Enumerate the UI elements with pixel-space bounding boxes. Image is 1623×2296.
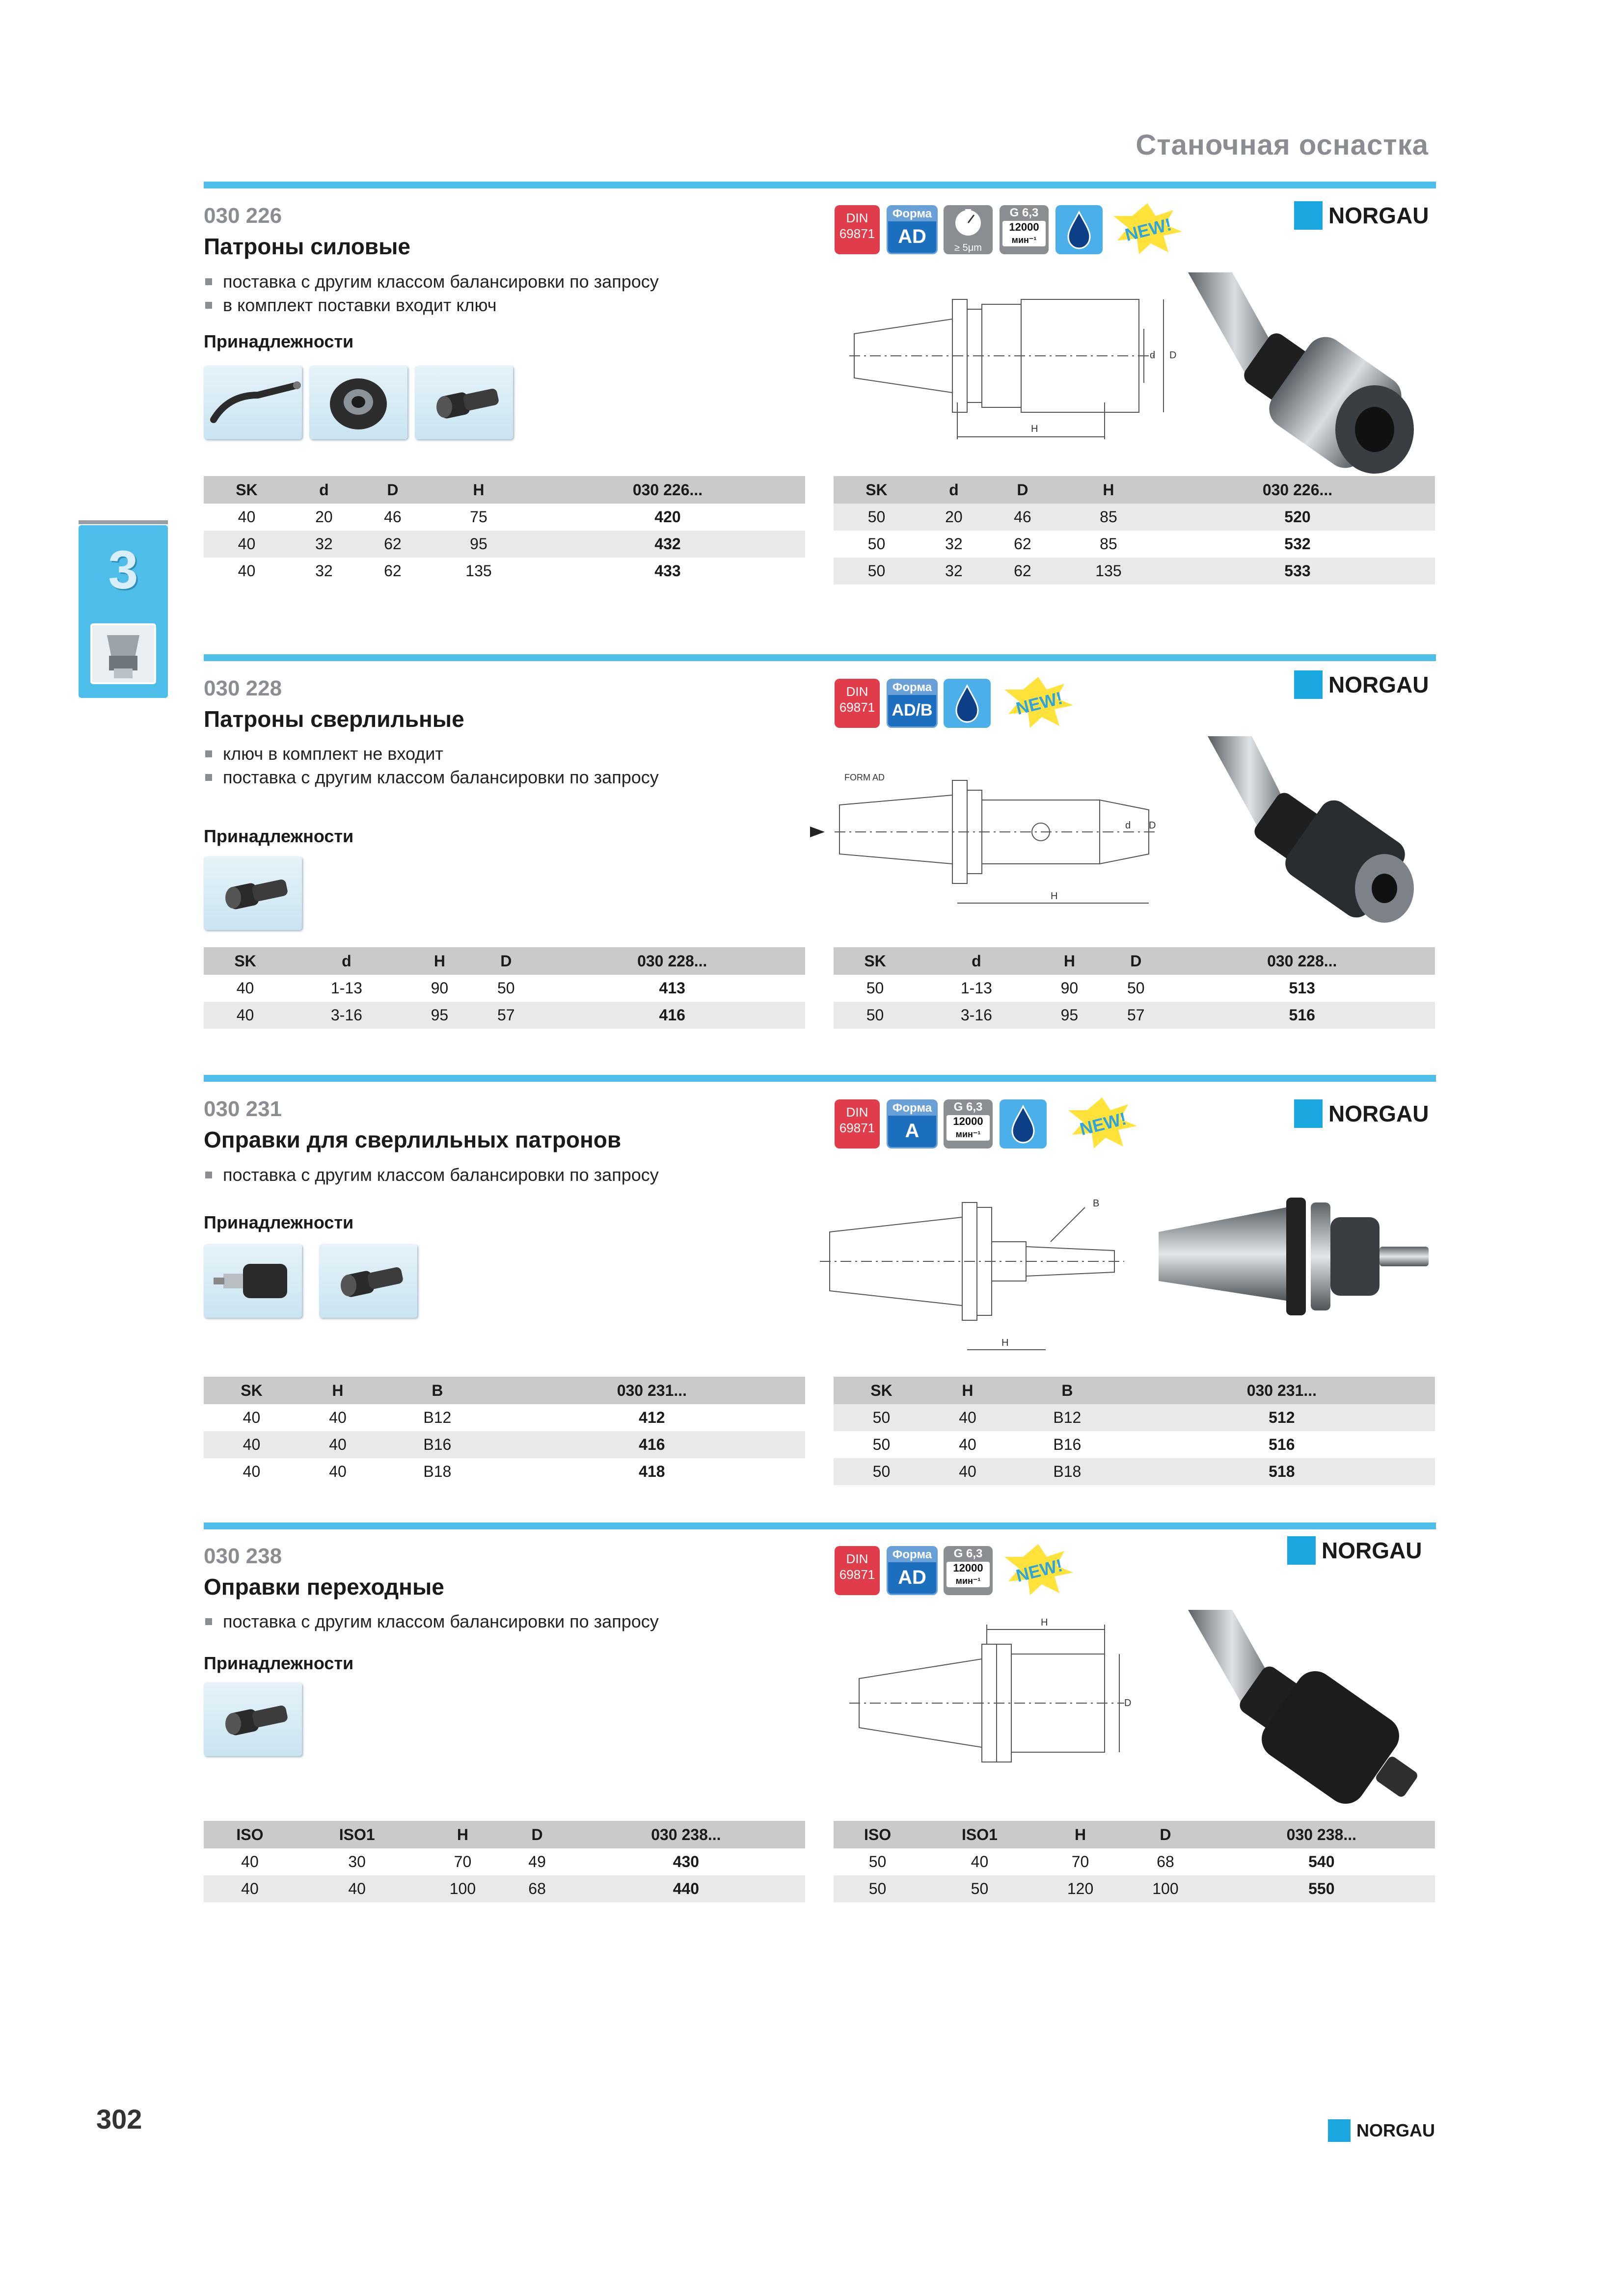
svg-text:d: d <box>1125 820 1131 831</box>
section-3-table-sk50: SK H B 030 231... 50 40 B12 512 50 40 B16 516 50 40 B18 518 <box>834 1377 1435 1485</box>
svg-text:D: D <box>1149 820 1156 831</box>
section-4-rule <box>204 1522 1436 1529</box>
balance-badge: G 6,3 12000 мин⁻¹ <box>944 1546 993 1595</box>
din-badge: DIN 69871 <box>835 205 880 254</box>
table-row: 50 40 B16 516 <box>872 1436 1295 1453</box>
section-2-technical-drawing <box>805 766 1159 913</box>
din-badge: DIN 69871 <box>835 679 880 728</box>
section-4-table-iso50: ISO ISO1 H D 030 238... 50 40 70 68 540 50 50 120 100 550 <box>834 1821 1435 1902</box>
section-3-code: 030 231 <box>204 1097 282 1121</box>
svg-text:H: H <box>1031 424 1038 434</box>
section-4-title: Оправки переходные <box>204 1574 444 1600</box>
svg-text:D: D <box>1169 350 1177 361</box>
form-badge: Форма AD <box>887 1546 938 1595</box>
pull-stud-icon[interactable] <box>204 856 302 930</box>
table-row: 50 20 46 85 520 <box>834 504 1435 531</box>
chapter-tool-icon <box>90 623 156 684</box>
section-2-product-photo <box>1198 731 1424 928</box>
section-3-rule <box>204 1075 1436 1082</box>
coolant-drop-icon <box>944 679 991 728</box>
bullet-item: ключ в комплект не входит <box>205 742 659 766</box>
pull-stud-icon[interactable] <box>415 366 513 439</box>
section-4-table-iso40: ISO ISO1 H D 030 238... 40 30 70 49 430 40 40 100 68 440 <box>204 1821 805 1902</box>
table-row: 40 40 B18 418 <box>243 1463 665 1480</box>
form-badge: Форма AD <box>887 205 938 254</box>
section-1-table-sk50: SK d D H 030 226... 50 20 46 85 520 50 32 62 85 532 50 32 62 135 533 <box>834 476 1435 585</box>
table-row: 40 32 62 95 432 <box>204 531 805 558</box>
section-3-technical-drawing <box>820 1193 1124 1360</box>
section-1-brand: NORGAU <box>1294 201 1429 230</box>
new-badge <box>1065 1095 1139 1149</box>
section-2-code: 030 228 <box>204 676 282 700</box>
section-3-product-photo <box>1149 1188 1434 1335</box>
table-row: 50 32 62 85 532 <box>867 535 1311 553</box>
svg-text:H: H <box>1001 1337 1009 1348</box>
table-row: 50 3-16 95 57 516 <box>834 1002 1435 1029</box>
chapter-number: 3 <box>108 540 138 600</box>
section-1-technical-drawing <box>849 280 1203 442</box>
section-2-title: Патроны сверлильные <box>204 706 464 732</box>
section-1-product-photo <box>1168 267 1424 474</box>
section-2-table-sk40: SK d H D 030 228... 40 1-13 90 50 413 40 3-16 95 57 416 <box>204 947 805 1029</box>
page-header-title: Станочная оснастка <box>1136 129 1429 161</box>
bullet-item: поставка с другим классом балансировки по запросу <box>205 270 659 294</box>
table-row: 40 30 70 49 430 <box>241 1853 700 1870</box>
section-4-code: 030 238 <box>204 1544 282 1568</box>
page-number: 302 <box>96 2104 142 2135</box>
balance-badge: G 6,3 12000 мин⁻¹ <box>1000 205 1049 254</box>
table-row: 40 40 B16 416 <box>204 1431 805 1458</box>
chapter-tab[interactable] <box>79 525 168 698</box>
table-row: 40 1-13 90 50 413 <box>236 979 685 997</box>
table-row: 50 40 B12 512 <box>834 1404 1435 1431</box>
section-2-brand: NORGAU <box>1294 670 1429 699</box>
form-badge: Форма A <box>887 1099 938 1148</box>
runout-value: ≥ 5μm <box>954 242 982 253</box>
balance-badge: G 6,3 12000 мин⁻¹ <box>944 1099 993 1148</box>
table-row: 50 50 120 100 550 <box>834 1875 1435 1902</box>
svg-text:NEW!: NEW! <box>1014 1555 1065 1586</box>
table-row: 50 32 62 135 533 <box>834 558 1435 585</box>
section-4-technical-drawing <box>849 1615 1154 1782</box>
drill-chuck-icon[interactable] <box>204 1244 302 1318</box>
chapter-tab-rule <box>79 520 168 524</box>
bullet-item: поставка с другим классом балансировки по запросу <box>205 766 659 789</box>
section-1-bullets <box>205 270 659 317</box>
svg-text:H: H <box>1051 891 1058 902</box>
table-row: 50 1-13 90 50 513 <box>866 979 1315 997</box>
pull-stud-icon[interactable] <box>319 1244 417 1318</box>
svg-text:NEW!: NEW! <box>1078 1108 1129 1140</box>
bullet-item: поставка с другим классом балансировки по запросу <box>205 1163 659 1187</box>
section-2-rule <box>204 654 1436 661</box>
table-row: 40 40 B12 412 <box>243 1409 665 1426</box>
table-row: 50 40 70 68 540 <box>868 1853 1335 1870</box>
section-3-table-sk40: SK H B 030 231... 40 40 B12 412 40 40 B16 416 40 40 B18 418 <box>204 1377 805 1485</box>
pull-stud-icon[interactable] <box>204 1682 302 1756</box>
svg-text:B: B <box>1093 1198 1100 1209</box>
section-1-rule <box>204 182 1436 188</box>
section-1-table-sk40: SK d D H 030 226... 40 20 46 75 420 40 32 62 95 432 40 32 62 135 433 <box>204 476 805 585</box>
new-badge <box>1110 201 1184 255</box>
section-4-accessories-label: Принадлежности <box>204 1653 354 1673</box>
section-3-brand: NORGAU <box>1294 1099 1429 1128</box>
runout-gauge-icon <box>944 205 993 254</box>
section-1-title: Патроны силовые <box>204 234 410 259</box>
new-badge <box>1001 1542 1075 1596</box>
section-3-accessories-label: Принадлежности <box>204 1212 354 1232</box>
svg-text:FORM AD: FORM AD <box>844 773 885 782</box>
din-badge: DIN 69871 <box>835 1099 880 1148</box>
coolant-drop-icon <box>1055 205 1103 254</box>
svg-text:NEW!: NEW! <box>1123 214 1174 245</box>
section-4-brand: NORGAU <box>1287 1536 1422 1565</box>
table-row: 40 3-16 95 57 416 <box>204 1002 805 1029</box>
section-2-accessories-label: Принадлежности <box>204 826 354 846</box>
section-1-code: 030 226 <box>204 204 282 228</box>
form-badge: Форма AD/B <box>887 679 938 728</box>
section-3-bullets <box>205 1163 659 1187</box>
section-2-table-sk50: SK d H D 030 228... 50 1-13 90 50 513 50 3-16 95 57 516 <box>834 947 1435 1029</box>
section-4-product-photo <box>1178 1605 1434 1811</box>
table-row: 50 40 B18 518 <box>834 1458 1435 1485</box>
section-2-bullets <box>205 742 659 789</box>
coolant-drop-icon <box>1000 1099 1047 1148</box>
hook-wrench-icon[interactable] <box>204 366 302 439</box>
bullet-item: в комплект поставки входит ключ <box>205 294 659 317</box>
table-row: 40 20 46 75 420 <box>238 508 681 526</box>
svg-text:d: d <box>1150 350 1156 361</box>
new-badge <box>1001 675 1075 729</box>
table-row: 40 40 100 68 440 <box>204 1875 805 1902</box>
svg-text:H: H <box>1041 1617 1048 1628</box>
section-4-bullets <box>205 1610 659 1633</box>
collet-nut-icon[interactable] <box>309 366 407 439</box>
section-3-title: Оправки для сверлильных патронов <box>204 1127 622 1152</box>
svg-text:NEW!: NEW! <box>1014 688 1065 719</box>
din-badge: DIN 69871 <box>835 1546 880 1595</box>
bullet-item: поставка с другим классом балансировки по запросу <box>205 1610 659 1633</box>
section-1-accessories-label: Принадлежности <box>204 331 354 351</box>
svg-text:D: D <box>1124 1698 1132 1709</box>
table-row: 40 32 62 135 433 <box>238 562 681 580</box>
footer-brand: NORGAU <box>1328 2119 1435 2142</box>
